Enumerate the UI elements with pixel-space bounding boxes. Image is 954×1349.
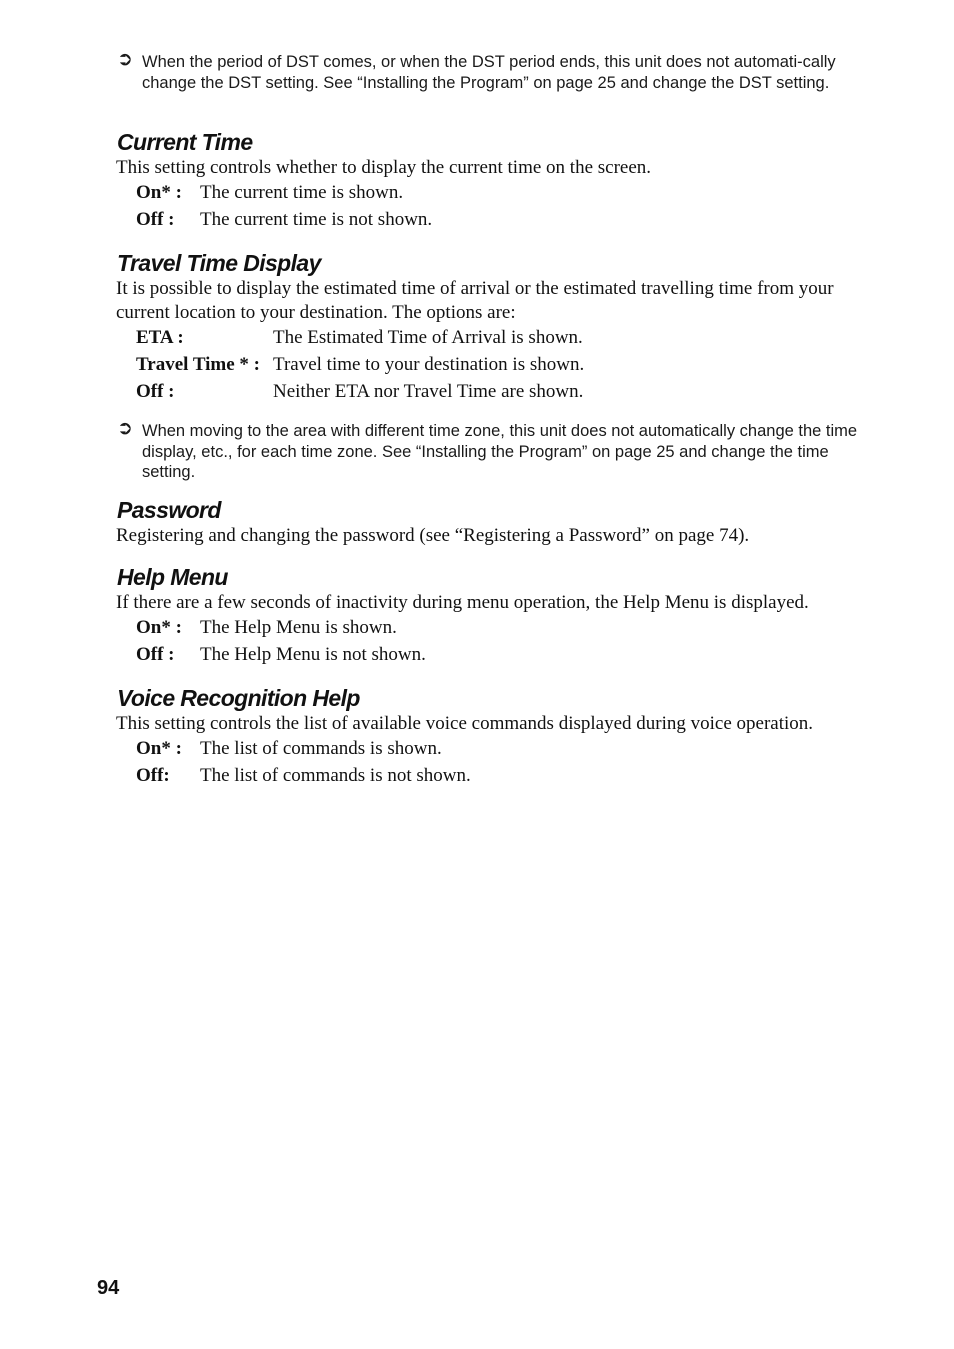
option-key: Off:	[136, 765, 170, 786]
option-key: Off :	[136, 209, 175, 230]
time-zone-note-text: When moving to the area with different time zone, this unit does not automatically change the time display, etc., for each time zone. See “Installing the Program” on page 25 and change the time setting.	[142, 422, 858, 482]
current-time-heading: Current Time	[117, 129, 253, 155]
option-value: The Estimated Time of Arrival is shown.	[273, 327, 583, 348]
arrow-hook-icon: ➲	[117, 418, 133, 439]
dst-note-text: When the period of DST comes, or when the DST period ends, this unit does not automati-cally change the DST setting. See “Installing the Program” on page 25 and change the DST setting.	[142, 53, 836, 92]
dst-note	[117, 49, 877, 93]
option-key: Off :	[136, 644, 175, 665]
option-key: On* :	[136, 182, 182, 203]
option-value: The current time is not shown.	[200, 209, 433, 230]
arrow-hook-icon: ➲	[117, 49, 133, 70]
option-key: Off :	[136, 381, 175, 402]
voice-help-heading: Voice Recognition Help	[117, 685, 360, 711]
option-value: Travel time to your destination is shown.	[273, 354, 585, 375]
help-menu-heading: Help Menu	[117, 564, 228, 590]
option-value: Neither ETA nor Travel Time are shown.	[273, 381, 584, 402]
voice-help-description: This setting controls the list of available voice commands displayed during voice operation.	[116, 713, 814, 734]
option-key: ETA :	[136, 327, 184, 348]
option-value: The list of commands is shown.	[200, 738, 442, 759]
help-menu-description: If there are a few seconds of inactivity during menu operation, the Help Menu is displayed.	[116, 592, 809, 613]
password-description: Registering and changing the password (see “Registering a Password” on page 74).	[116, 525, 750, 546]
option-key: On* :	[136, 738, 182, 759]
travel-time-heading: Travel Time Display	[117, 250, 321, 276]
option-value: The Help Menu is not shown.	[200, 644, 426, 665]
current-time-description: This setting controls whether to display the current time on the screen.	[116, 157, 652, 178]
option-key: Travel Time * :	[136, 354, 261, 375]
time-zone-note	[117, 418, 877, 483]
password-heading: Password	[117, 497, 221, 523]
travel-time-description: It is possible to display the estimated time of arrival or the estimated travelling time from your current location to your destination. The options are:	[116, 278, 834, 323]
page-number: 94	[97, 1277, 120, 1299]
option-value: The current time is shown.	[200, 182, 404, 203]
option-value: The Help Menu is shown.	[200, 617, 397, 638]
option-key: On* :	[136, 617, 182, 638]
option-value: The list of commands is not shown.	[200, 765, 471, 786]
